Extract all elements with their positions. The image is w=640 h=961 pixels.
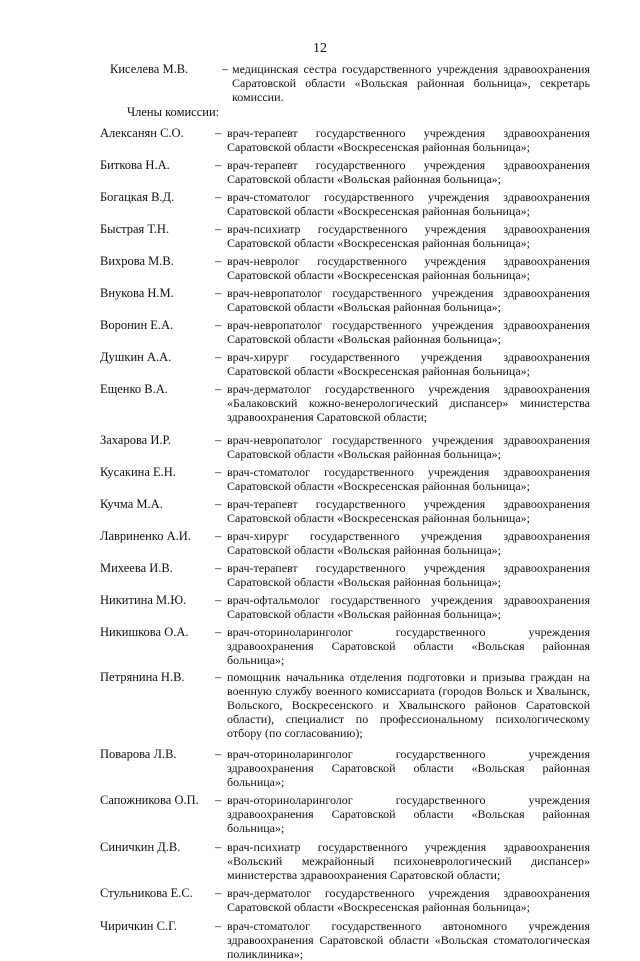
secretary-entry xyxy=(0,62,640,104)
member-dash: – xyxy=(215,529,222,543)
member-name: Стульникова Е.С. xyxy=(100,886,193,900)
member-name: Сапожникова О.П. xyxy=(100,793,199,807)
member-entry xyxy=(0,561,640,589)
member-name: Воронин Е.А. xyxy=(100,318,174,332)
member-entry xyxy=(0,625,640,667)
member-name: Поварова Л.В. xyxy=(100,747,177,761)
member-dash: – xyxy=(215,350,222,364)
member-entry xyxy=(0,126,640,154)
member-dash: – xyxy=(215,382,222,396)
member-description: врач-психиатр государственного учреждения здравоохранения Саратовской области «Воскресенская районная больница»; xyxy=(227,222,590,250)
secretary-dash: – xyxy=(222,62,229,76)
member-entry xyxy=(0,793,640,835)
member-description: врач-оториноларинголог государственного учреждения здравоохранения Саратовской области «Вольская районная больница»; xyxy=(227,625,590,667)
member-description: врач-оториноларинголог государственного учреждения здравоохранения Саратовской области «Вольская районная больница»; xyxy=(227,747,590,789)
member-dash: – xyxy=(215,670,222,684)
member-description: врач-хирург государственного учреждения здравоохранения Саратовской области «Вольская районная больница»; xyxy=(227,529,590,557)
member-entry xyxy=(0,747,640,789)
member-dash: – xyxy=(215,919,222,933)
member-description: врач-терапевт государственного учреждения здравоохранения Саратовской области «Вольская районная больница»; xyxy=(227,561,590,589)
member-name: Захарова И.Р. xyxy=(100,433,172,447)
member-description: врач-терапевт государственного учреждения здравоохранения Саратовской области «Вольская районная больница»; xyxy=(227,158,590,186)
member-entry xyxy=(0,593,640,621)
member-name: Лавриненко А.И. xyxy=(100,529,191,543)
member-name: Чиричкин С.Г. xyxy=(100,919,178,933)
member-description: врач-терапевт государственного учреждения здравоохранения Саратовской области «Воскресенская районная больница»; xyxy=(227,126,590,154)
member-description: врач-дерматолог государственного учреждения здравоохранения «Балаковский кожно-венерологический диспансер» министерства здравоохранения Саратовской области; xyxy=(227,382,590,424)
member-description: врач-офтальмолог государственного учреждения здравоохранения Саратовской области «Вольская районная больница»; xyxy=(227,593,590,621)
member-name: Кучма М.А. xyxy=(100,497,163,511)
member-description: врач-оториноларинголог государственного учреждения здравоохранения Саратовской области «Вольская районная больница»; xyxy=(227,793,590,835)
member-entry xyxy=(0,158,640,186)
member-dash: – xyxy=(215,222,222,236)
member-description: врач-терапевт государственного учреждения здравоохранения Саратовской области «Воскресенская районная больница»; xyxy=(227,497,590,525)
member-dash: – xyxy=(215,190,222,204)
member-description: врач-стоматолог государственного учреждения здравоохранения Саратовской области «Воскресенская районная больница»; xyxy=(227,190,590,218)
member-name: Никишкова О.А. xyxy=(100,625,189,639)
member-description: врач-невропатолог государственного учреждения здравоохранения Саратовской области «Вольская районная больница»; xyxy=(227,286,590,314)
member-name: Михеева И.В. xyxy=(100,561,173,575)
member-entry xyxy=(0,886,640,914)
member-entry xyxy=(0,433,640,461)
member-dash: – xyxy=(215,286,222,300)
member-dash: – xyxy=(215,747,222,761)
secretary-description: медицинская сестра государственного учреждения здравоохранения Саратовской области «Вольская районная больница», секретарь комиссии. xyxy=(232,62,590,104)
member-description: врач-стоматолог государственного учреждения здравоохранения Саратовской области «Воскресенская районная больница»; xyxy=(227,465,590,493)
members-heading: Члены комиссии: xyxy=(127,105,220,119)
member-name: Никитина М.Ю. xyxy=(100,593,187,607)
member-description: врач-невропатолог государственного учреждения здравоохранения Саратовской области «Вольская районная больница»; xyxy=(227,433,590,461)
member-dash: – xyxy=(215,793,222,807)
page-number: 12 xyxy=(313,41,327,56)
member-entry xyxy=(0,254,640,282)
member-dash: – xyxy=(215,318,222,332)
member-dash: – xyxy=(215,254,222,268)
member-dash: – xyxy=(215,625,222,639)
member-entry xyxy=(0,840,640,882)
member-dash: – xyxy=(215,561,222,575)
member-dash: – xyxy=(215,593,222,607)
member-description: врач-невролог государственного учреждения здравоохранения Саратовской области «Воскресенская районная больница»; xyxy=(227,254,590,282)
member-entry xyxy=(0,318,640,346)
member-description: врач-дерматолог государственного учреждения здравоохранения Саратовской области «Воскресенская районная больница»; xyxy=(227,886,590,914)
members-list xyxy=(0,122,640,961)
member-entry xyxy=(0,465,640,493)
member-name: Богацкая В.Д. xyxy=(100,190,175,204)
member-entry xyxy=(0,350,640,378)
member-name: Алексанян С.О. xyxy=(100,126,184,140)
member-dash: – xyxy=(215,840,222,854)
member-name: Вихрова М.В. xyxy=(100,254,174,268)
member-name: Быстрая Т.Н. xyxy=(100,222,170,236)
member-entry xyxy=(0,670,640,740)
member-description: врач-стоматолог государственного автономного учреждения здравоохранения Саратовской области «Вольская стоматологическая поликлиника»; xyxy=(227,919,590,961)
secretary-name: Киселева М.В. xyxy=(110,62,189,76)
member-name: Душкин А.А. xyxy=(100,350,172,364)
member-entry xyxy=(0,497,640,525)
member-entry xyxy=(0,919,640,961)
member-description: врач-психиатр государственного учреждения здравоохранения «Вольский межрайонный психоневрологический диспансер» министерства здравоохранения Саратовской области; xyxy=(227,840,590,882)
member-dash: – xyxy=(215,886,222,900)
member-dash: – xyxy=(215,497,222,511)
member-entry xyxy=(0,222,640,250)
member-entry xyxy=(0,382,640,424)
member-description: врач-хирург государственного учреждения здравоохранения Саратовской области «Воскресенская районная больница»; xyxy=(227,350,590,378)
member-dash: – xyxy=(215,465,222,479)
member-entry xyxy=(0,286,640,314)
member-entry xyxy=(0,190,640,218)
member-name: Синичкин Д.В. xyxy=(100,840,181,854)
member-dash: – xyxy=(215,158,222,172)
member-name: Петрянина Н.В. xyxy=(100,670,185,684)
member-description: помощник начальника отделения подготовки и призыва граждан на военную службу военного комиссариата (городов Вольск и Хвалынск, Вольского, Воскресенского и Хвалынского районов Саратовской области), специалист по профессиональному психологическому отбору (по согласованию); xyxy=(227,670,590,740)
member-name: Кусакина Е.Н. xyxy=(100,465,176,479)
member-name: Ещенко В.А. xyxy=(100,382,168,396)
member-description: врач-невропатолог государственного учреждения здравоохранения Саратовской области «Вольская районная больница»; xyxy=(227,318,590,346)
member-name: Внукова Н.М. xyxy=(100,286,174,300)
member-dash: – xyxy=(215,433,222,447)
member-name: Биткова Н.А. xyxy=(100,158,170,172)
member-dash: – xyxy=(215,126,222,140)
member-entry xyxy=(0,529,640,557)
